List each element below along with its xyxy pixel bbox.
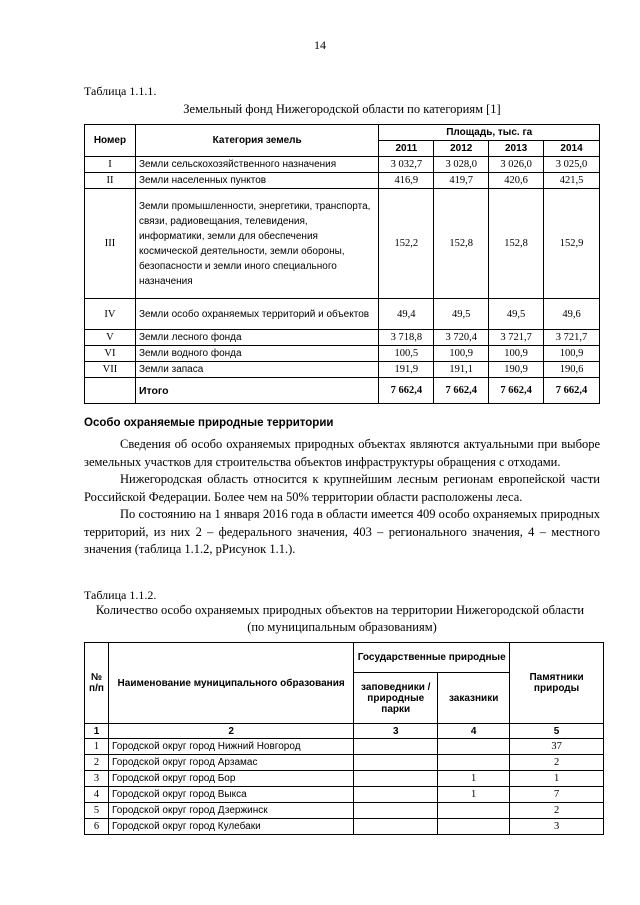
row-number: VI [85,346,136,362]
table-row [85,346,600,362]
row-value: 420,6 [489,173,544,189]
zakazniki-count: 1 [438,787,510,803]
reserves-count [354,787,438,803]
row-number: VII [85,362,136,378]
row-value: 49,5 [434,299,489,330]
row-value: 3 028,0 [434,157,489,173]
row-number: V [85,330,136,346]
row-value: 191,9 [379,362,434,378]
table1-title: Земельный фонд Нижегородской области по категориям [1] [183,102,501,116]
col-number: 1 [85,724,109,739]
header-area: Площадь, тыс. га [379,125,600,141]
paragraph: Нижегородская область относится к крупнейшим лесным регионам европейской части Российской Федерации. Более чем на 50% территории области расположены леса. [84,472,600,504]
row-number: II [85,173,136,189]
total-value: 7 662,4 [489,378,544,404]
municipality-name: Городской округ город Кулебаки [108,819,353,835]
table-row [85,771,604,787]
table2-title-line2: (по муниципальным образованиям) [247,620,437,634]
table2-caption: Таблица 1.1.2. [84,588,157,602]
monuments-count: 2 [510,803,604,819]
total-value: 7 662,4 [544,378,600,404]
header-monuments: Памятники природы [510,643,604,724]
table-row [85,299,600,330]
municipality-name: Городской округ город Дзержинск [108,803,353,819]
reserves-count [354,819,438,835]
header-state: Государственные природные [354,643,510,673]
reserves-count [354,739,438,755]
row-value: 190,9 [489,362,544,378]
header-zakazniki: заказники [438,673,510,724]
header-year: 2012 [434,141,489,157]
row-number: 4 [85,787,109,803]
row-value: 416,9 [379,173,434,189]
row-category: Земли запаса [135,362,378,378]
row-value: 152,8 [434,189,489,299]
zakazniki-count [438,755,510,771]
table-row [85,755,604,771]
row-value: 152,8 [489,189,544,299]
reserves-count [354,771,438,787]
total-value: 7 662,4 [379,378,434,404]
header-name: Наименование муниципального образования [108,643,353,724]
row-category: Земли лесного фонда [135,330,378,346]
section-body [84,436,600,559]
table-row [85,803,604,819]
table-row [85,787,604,803]
col-number: 4 [438,724,510,739]
header-number: Номер [85,125,136,157]
row-category: Земли особо охраняемых территорий и объектов [135,299,378,330]
reserves-count [354,755,438,771]
row-category: Земли населенных пунктов [135,173,378,189]
section-heading: Особо охраняемые природные территории [84,417,334,429]
municipality-name: Городской округ город Нижний Новгород [108,739,353,755]
zakazniki-count [438,803,510,819]
row-value: 3 721,7 [544,330,600,346]
zakazniki-count: 1 [438,771,510,787]
total-row [85,378,600,404]
table-row [85,157,600,173]
row-value: 3 720,4 [434,330,489,346]
total-empty [85,378,136,404]
col-number: 3 [354,724,438,739]
paragraph: Сведения об особо охраняемых природных объектах являются актуальными при выборе земельных участков для строительства объектов инфраструктуры обращения с отходами. [84,437,600,469]
row-value: 100,9 [544,346,600,362]
table1-caption: Таблица 1.1.1. [84,84,157,98]
row-number: I [85,157,136,173]
row-category: Земли водного фонда [135,346,378,362]
row-value: 49,5 [489,299,544,330]
col-number: 5 [510,724,604,739]
header-num: № п/п [85,643,109,724]
paragraph: По состоянию на 1 января 2016 года в области имеется 409 особо охраняемых природных территорий, из них 2 – федерального значения, 403 – регионального значения, 4 – местного значения (таблица 1.1.2, рРисунок 1.1.). [84,507,600,556]
row-value: 100,9 [489,346,544,362]
monuments-count: 1 [510,771,604,787]
table-row [85,189,600,299]
page-number: 14 [314,38,326,52]
row-value: 100,5 [379,346,434,362]
table2-title-line1: Количество особо охраняемых природных объектов на территории Нижегородской области [95,603,585,617]
header-year: 2011 [379,141,434,157]
row-category: Земли промышленности, энергетики, транспорта, связи, радиовещания, телевидения, информатики, земли для обеспечения космической деятельности, земли обороны, безопасности и земли иного специального назначения [135,189,378,299]
row-category: Земли сельскохозяйственного назначения [135,157,378,173]
row-number: 6 [85,819,109,835]
header-year: 2014 [544,141,600,157]
row-number: IV [85,299,136,330]
row-value: 421,5 [544,173,600,189]
municipality-name: Городской округ город Арзамас [108,755,353,771]
table-row [85,739,604,755]
row-value: 3 718,8 [379,330,434,346]
total-value: 7 662,4 [434,378,489,404]
table-row [85,362,600,378]
row-value: 100,9 [434,346,489,362]
monuments-count: 7 [510,787,604,803]
col-number: 2 [108,724,353,739]
table-row [85,330,600,346]
header-reserves: заповедники / природные парки [354,673,438,724]
reserves-count [354,803,438,819]
zakazniki-count [438,739,510,755]
row-value: 152,9 [544,189,600,299]
row-value: 190,6 [544,362,600,378]
row-number: 1 [85,739,109,755]
zakazniki-count [438,819,510,835]
row-number: 5 [85,803,109,819]
row-number: 3 [85,771,109,787]
row-value: 419,7 [434,173,489,189]
municipality-name: Городской округ город Бор [108,771,353,787]
row-value: 3 032,7 [379,157,434,173]
header-year: 2013 [489,141,544,157]
municipality-name: Городской округ город Выкса [108,787,353,803]
protected-areas-table [84,642,604,835]
row-value: 191,1 [434,362,489,378]
monuments-count: 37 [510,739,604,755]
row-value: 3 026,0 [489,157,544,173]
monuments-count: 2 [510,755,604,771]
total-label: Итого [135,378,378,404]
row-value: 3 025,0 [544,157,600,173]
land-fund-table [84,124,600,404]
table-row [85,173,600,189]
row-number: III [85,189,136,299]
row-value: 49,4 [379,299,434,330]
row-value: 49,6 [544,299,600,330]
row-value: 152,2 [379,189,434,299]
monuments-count: 3 [510,819,604,835]
row-value: 3 721,7 [489,330,544,346]
header-category: Категория земель [135,125,378,157]
row-number: 2 [85,755,109,771]
table-row [85,819,604,835]
